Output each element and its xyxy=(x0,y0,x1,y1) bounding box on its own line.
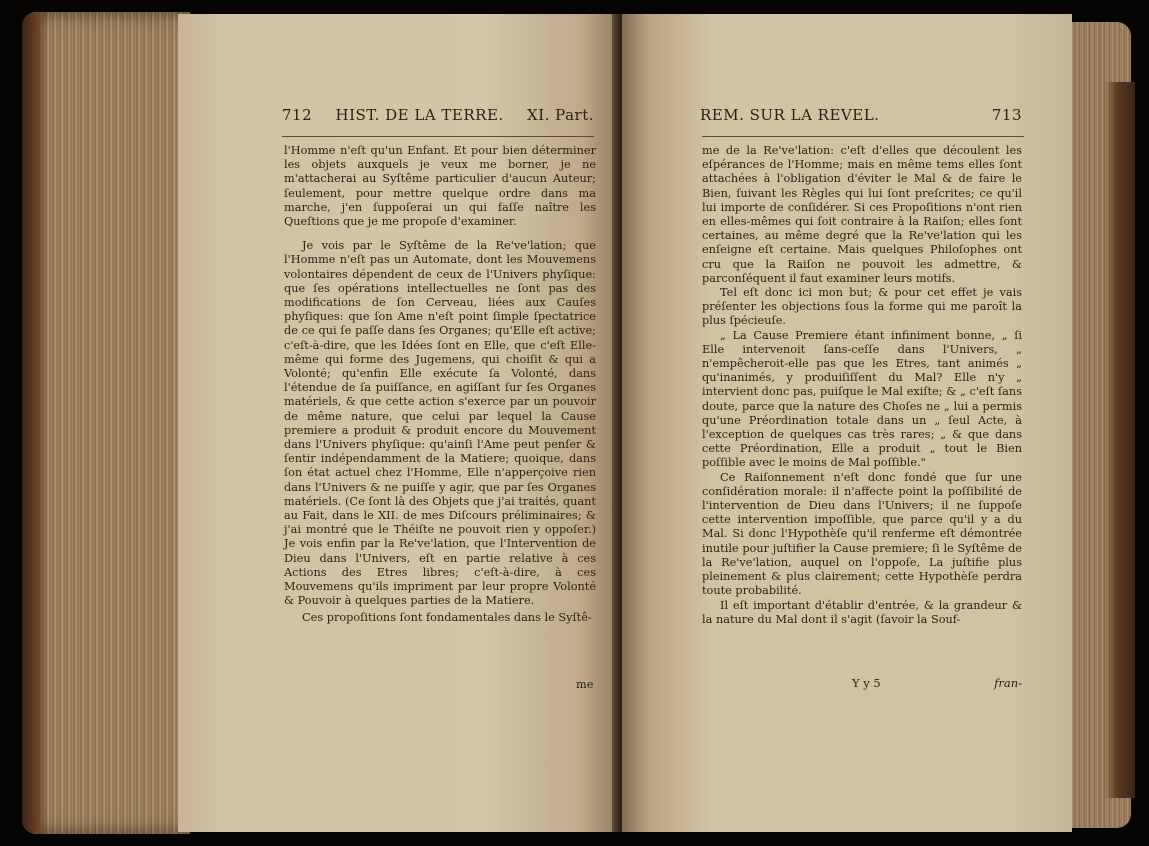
right-paragraph-4: Ce Raiſonnement n'eſt donc fondé que ſur une conſidération morale: il n'affecte point la poſſibilité de l'intervention de Dieu dans l'Univers; il ne ſuppoſe cette intervention impoſſible, que parce qu'il y a du Mal. Si donc l'Hypothèſe qu'il renferme eſt démontrée inutile pour juſtifier la Cause premiere; ſi le Syſtême de la Re've'lation, auquel on l'oppoſe, La juſtifie plus pleinement & plus clairement; cette Hypothèſe perdra toute probabilité. xyxy=(702,470,1022,598)
right-page xyxy=(622,14,1072,832)
left-header xyxy=(282,106,594,136)
right-header xyxy=(700,106,1022,136)
right-page-number: 713 xyxy=(991,106,1022,124)
left-page-number: 712 xyxy=(282,106,313,124)
signature-mark: Y y 5 xyxy=(852,676,881,690)
right-paragraph-3: „ La Cause Premiere étant infiniment bonne, „ ſi Elle intervenoit ſans-ceſſe dans l'Univers, „ n'empêcheroit-elle pas que les Etres, tant animés „ qu'inanimés, y produiſiſſent du Mal? Elle n'y „ intervient donc pas, puiſque le Mal exiſte; & „ c'eſt ſans doute, parce que la nature des Choſes ne „ lui a permis qu'une Préordination totale dans un „ ſeul Acte, à l'exception de quelques cas très rares; „ & que dans cette Préordination, Elle a produit „ tout le Bien poſſible avec le moins de Mal poſſible." xyxy=(702,328,1022,470)
left-paragraph-1: l'Homme n'eſt qu'un Enfant. Et pour bien déterminer les objets auxquels je veux me borner, je ne m'attacherai au Syſtême particulier d'aucun Auteur; ſeulement, pour mettre quelque ordre dans ma marche, j'en ſuppoſerai un qui faſſe naître les Queſtions que je me propoſe d'examiner. xyxy=(284,144,596,229)
left-running-head: HIST. DE LA TERRE. xyxy=(335,106,504,124)
left-page xyxy=(178,14,618,832)
right-catchword: fran- xyxy=(994,676,1022,690)
right-header-rule xyxy=(702,136,1024,137)
right-footer xyxy=(702,676,1022,690)
right-paragraph-5: Il eſt important d'établir d'entrée, & la grandeur & la nature du Mal dont il s'agit (ſavoir la Souf- xyxy=(702,598,1022,626)
left-catchword: me xyxy=(576,678,594,691)
left-paragraph-3: Ces propoſitions ſont fondamentales dans le Syſtê- xyxy=(302,610,592,624)
left-fore-edge xyxy=(22,12,190,834)
right-running-head: REM. SUR LA REVEL. xyxy=(700,106,880,124)
left-body-text xyxy=(284,144,596,625)
left-paragraph-2: Je vois par le Syſtême de la Re've'lation; que l'Homme n'eſt pas un Automate, dont les Mouvemens volontaires dépendent de ceux de l'Univers phyſique: que ſes opérations intellectuelles ne ſont pas des modifications de ſon Cerveau, liées aux Cauſes phyſiques: que ſon Ame n'eſt point ſimple ſpectatrice de ce qui ſe paſſe dans ſes Organes; qu'Elle eſt active; c'eſt-à-dire, que les Idées ſont en Elle, que c'eſt Elle-même qui forme des Jugemens, qui choiſit & qui a Volonté; qu'enfin Elle exécute ſa Volonté, dans l'étendue de ſa puiſſance, en agiſſant ſur ſes Organes matériels, & que cette action s'exerce par un pouvoir de même nature, que celui par lequel la Cause premiere a produit & produit encore du Mouvement dans l'Univers phyſique: qu'ainſi l'Ame peut penſer & ſentir indépendamment de la Matiere; quoique, dans ſon état actuel chez l'Homme, Elle n'apperçoive rien dans l'Univers & ne puiſſe y agir, que par ſes Organes matériels. (Ce ſont là des Objets que j'ai traités, quant au Fait, dans le XII. de mes Diſcours préliminaires; & j'ai montré que le Théiſte ne pouvoit rien y oppoſer.) Je vois enfin par la Re've'lation, que l'Intervention de Dieu dans l'Univers, eſt en partie relative à ces Actions des Etres libres; c'eſt-à-dire, à ces Mouvemens qu'ils impriment par leur propre Volonté & Pouvoir à quelques parties de la Matiere. xyxy=(284,239,596,608)
left-header-rule xyxy=(282,136,594,137)
right-body-text xyxy=(702,144,1022,627)
right-paragraph-2: Tel eſt donc ici mon but; & pour cet effet je vais préſenter les objections ſous la forme qui me paroît la plus ſpécieuſe. xyxy=(702,286,1022,328)
right-paragraph-1: me de la Re've'lation: c'eſt d'elles que découlent les eſpérances de l'Homme; mais en même tems elles ſont attachées à l'obligation d'éviter le Mal & de faire le Bien, ſuivant les Règles qui lui ſont preſcrites; ce qu'il lui importe de conſidérer. Si ces Propoſitions n'ont rien en elles-mêmes qui ſoit contraire à la Raiſon; elles ſont certaines, au même degré que la Re've'lation qui les enſeigne eſt certaine. Mais quelques Philoſophes ont cru que la Raiſon ne pouvoit les admettre, & parconſéquent il faut examiner leurs motifs. xyxy=(702,144,1022,285)
left-part-label: XI. Part. xyxy=(527,106,594,124)
